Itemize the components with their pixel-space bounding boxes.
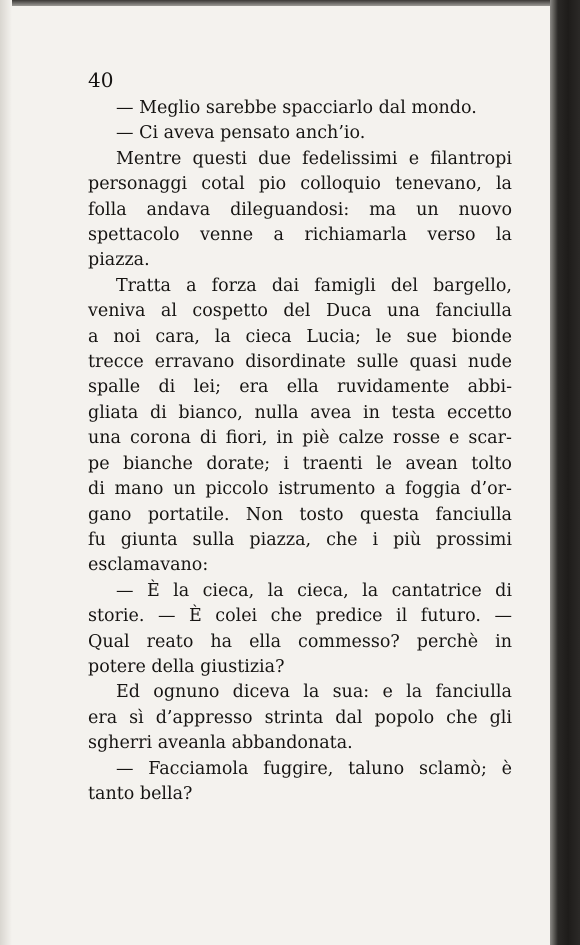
text-line: Tratta a forza dai famigli del bargello, xyxy=(116,275,512,296)
text-line: veniva al cospetto del Duca una fanciulla xyxy=(88,301,512,322)
text-line: personaggi cotal pio colloquio tenevano, la xyxy=(88,174,512,195)
text-line: spalle di lei; era ella ruvidamente abbi- xyxy=(88,377,512,398)
text-line: piazza. xyxy=(88,250,150,271)
text-line: di mano un piccolo istrumento a foggia d’or- xyxy=(88,479,512,500)
text-line: spettacolo venne a richiamarla verso la xyxy=(88,225,512,246)
text-line: fu giunta sulla piazza, che i più prossimi xyxy=(88,529,512,550)
text-line: era sì d’appresso strinta dal popolo che gli xyxy=(88,707,512,728)
text-line: tanto bella? xyxy=(88,783,193,804)
body-text xyxy=(88,96,512,807)
text-line: a noi cara, la cieca Lucia; le sue bionde xyxy=(88,326,512,347)
text-line: pe bianche dorate; i traenti le avean tolto xyxy=(88,453,512,474)
text-line: gano portatile. Non tosto questa fanciulla xyxy=(88,504,512,525)
text-line: Ed ognuno diceva la sua: e la fanciulla xyxy=(116,682,512,703)
text-line: Qual reato ha ella commesso? perchè in xyxy=(88,631,512,652)
text-line: sgherri aveanla abbandonata. xyxy=(88,733,353,754)
text-line: storie. — È colei che predice il futuro. — xyxy=(88,606,512,627)
text-line: esclamavano: xyxy=(88,555,209,576)
page-left-shadow xyxy=(0,0,12,945)
text-line: trecce erravano disordinate sulle quasi nude xyxy=(88,352,512,373)
page-top-edge xyxy=(0,0,580,6)
page-number: 40 xyxy=(88,68,114,92)
text-line: potere della giustizia? xyxy=(88,656,285,677)
text-line: — Ci aveva pensato anch’io. xyxy=(116,123,366,144)
book-spine-shadow xyxy=(550,0,580,945)
text-line: folla andava dileguandosi: ma un nuovo xyxy=(88,199,512,220)
text-line: una corona di fiori, in piè calze rosse e scar- xyxy=(88,428,512,449)
text-line: gliata di bianco, nulla avea in testa eccetto xyxy=(88,402,512,423)
text-line: — Meglio sarebbe spacciarlo dal mondo. xyxy=(116,98,477,118)
text-line: — Facciamola fuggire, taluno sclamò; è xyxy=(116,758,512,779)
text-line: — È la cieca, la cieca, la cantatrice di xyxy=(116,580,512,601)
text-line: Mentre questi due fedelissimi e filantropi xyxy=(116,148,512,169)
